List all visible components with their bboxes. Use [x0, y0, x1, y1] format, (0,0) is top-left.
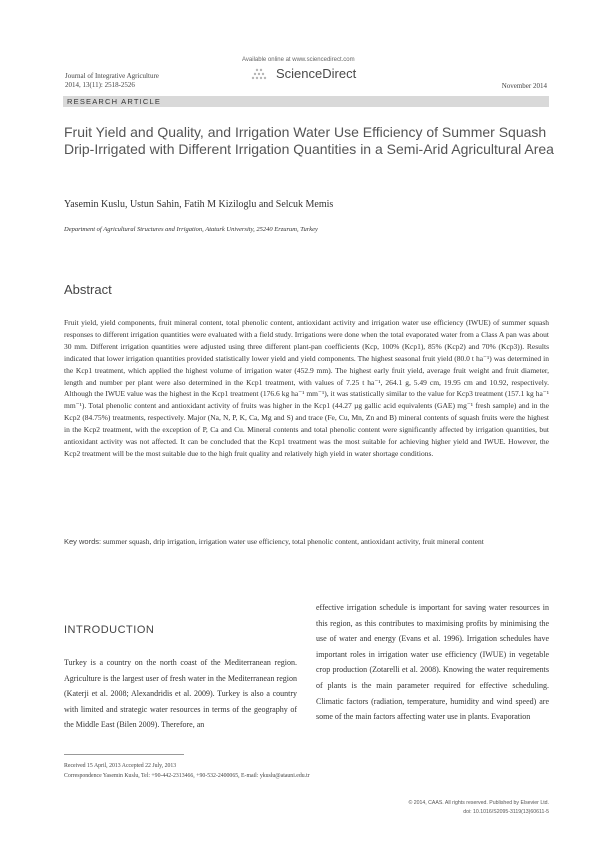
abstract-text: Fruit yield, yield components, fruit mineral content, total phenolic content, antioxidant activity and irrigation water use efficiency (IWUE) of summer squash responses to different irrigation quantities were evaluated with a field study. Irrigations were done when the total evaporated water from a Class A pan was about 30 mm. Different irrigation quantities were adjusted using three different plant-pan coefficients (Kcp, 100% (Kcp1), 85% (Kcp2) and 70% (Kcp3)). Results indicated that lower irrigation quantities provided statistically lower yield and yield components. The highest seasonal fruit yield (80.0 t ha⁻¹) was determined in the Kcp1 treatment, which applied the highest volume of irrigation water (452.9 mm). The highest early fruit yield, average fruit weight and fruit diameter, length and number per plant were also determined in the Kcp1 treatment, with values of 7.25 t ha⁻¹, 264.1 g, 5.49 cm, 19.95 cm and 10.92, respectively. Although the IWUE value was the highest in the Kcp1 treatment (176.6 kg ha⁻¹ mm⁻¹), it was statistically similar to the value for Kcp3 treatment (157.1 kg ha⁻¹ mm⁻¹). Total phenolic content and antioxidant activity of fruits was higher in the Kcp1 (44.27 µg gallic acid equivalents (GAE) mg⁻¹ fresh sample) and in the Kcp2 (84.75%) treatments, respectively. Major (Na, N, P, K, Ca, Mg and S) and trace (Fe, Cu, Mn, Zn and B) mineral contents of squash fruits were the highest in the Kcp2 treatment, with the exception of P, Ca and Cu. Mineral contents and total phenolic content were significantly affected by irrigation quantities, but antioxidant activity was not affected. It can be concluded that the Kcp1 treatment was the most suitable for achieving higher yield and IWUE. However, the Kcp2 treatment will be the most suitable due to the high fruit quality and relatively high yield in water shortage conditions. [64, 318, 549, 458]
available-online-text: Available online at www.sciencedirect.com [242, 57, 355, 63]
sciencedirect-brand: ScienceDirect [276, 66, 357, 81]
section-band [63, 96, 549, 107]
sciencedirect-logo[interactable] [250, 66, 356, 81]
introduction-heading: INTRODUCTION [64, 624, 155, 636]
authors: Yasemin Kuslu, Ustun Sahin, Fatih M Kiziloglu and Selcuk Memis [64, 199, 334, 210]
footnote [64, 762, 310, 781]
sciencedirect-logo-icon [250, 67, 272, 81]
copyright-line: © 2014, CAAS. All rights reserved. Published by Elsevier Ltd. [408, 800, 549, 806]
keywords-list: summer squash, drip irrigation, irrigation water use efficiency, total phenolic content, antioxidant activity, fruit mineral content [102, 537, 484, 546]
doi-link[interactable]: doi: 10.1016/S2095-3119(13)60611-5 [463, 808, 549, 815]
keywords [64, 536, 549, 547]
journal-info [65, 72, 159, 90]
correspondence: Correspondence Yasemin Kuslu, Tel: +90-442-2313466, +90-532-2400065, E-mail: ykuslu@atauni.edu.tr [64, 772, 310, 779]
introduction-right-column: effective irrigation schedule is important for saving water resources in this region, as this contributes to maximising profits by minimising the use of water and energy (Evans et al. 1996). Irrigation schedules have important roles in irrigation water use efficiency (IWUE) in vegetable crop production (Zotarelli et al. 2008). Knowing the water requirements of plants is the main parameter required for effective scheduling. Climatic factors (radiation, temperature, humidity and wind speed) are some of the main factors affecting water use in plants. Evaporation [316, 603, 549, 722]
journal-name: Journal of Integrative Agriculture [65, 72, 159, 80]
journal-citation: 2014, 13(11): 2518-2526 [65, 81, 135, 89]
copyright-block [409, 799, 550, 816]
paper-title: Fruit Yield and Quality, and Irrigation Water Use Efficiency of Summer Squash Drip-Irrigated with Different Irrigation Quantities in a Semi-Arid Agricultural Area [64, 124, 554, 157]
section-label: RESEARCH ARTICLE [67, 97, 162, 106]
introduction-left-column: Turkey is a country on the north coast of the Mediterranean region. Agriculture is the largest user of fresh water in the Mediterranean region (Katerji et al. 2008; Alexandridis et al. 2009). Turkey is also a country with limited and strategic water resources in terms of the geography of the Middle East (Bilen 2009). Therefore, an [64, 658, 297, 730]
footnote-divider [64, 754, 184, 755]
abstract-heading: Abstract [64, 282, 112, 297]
received-dates: Received 15 April, 2013 Accepted 22 July, 2013 [64, 763, 177, 769]
issue-date: November 2014 [501, 82, 547, 90]
keywords-label: Key words: [64, 537, 102, 546]
affiliation: Department of Agricultural Structures and Irrigation, Ataturk University, 25240 Erzurum, Turkey [64, 226, 318, 233]
